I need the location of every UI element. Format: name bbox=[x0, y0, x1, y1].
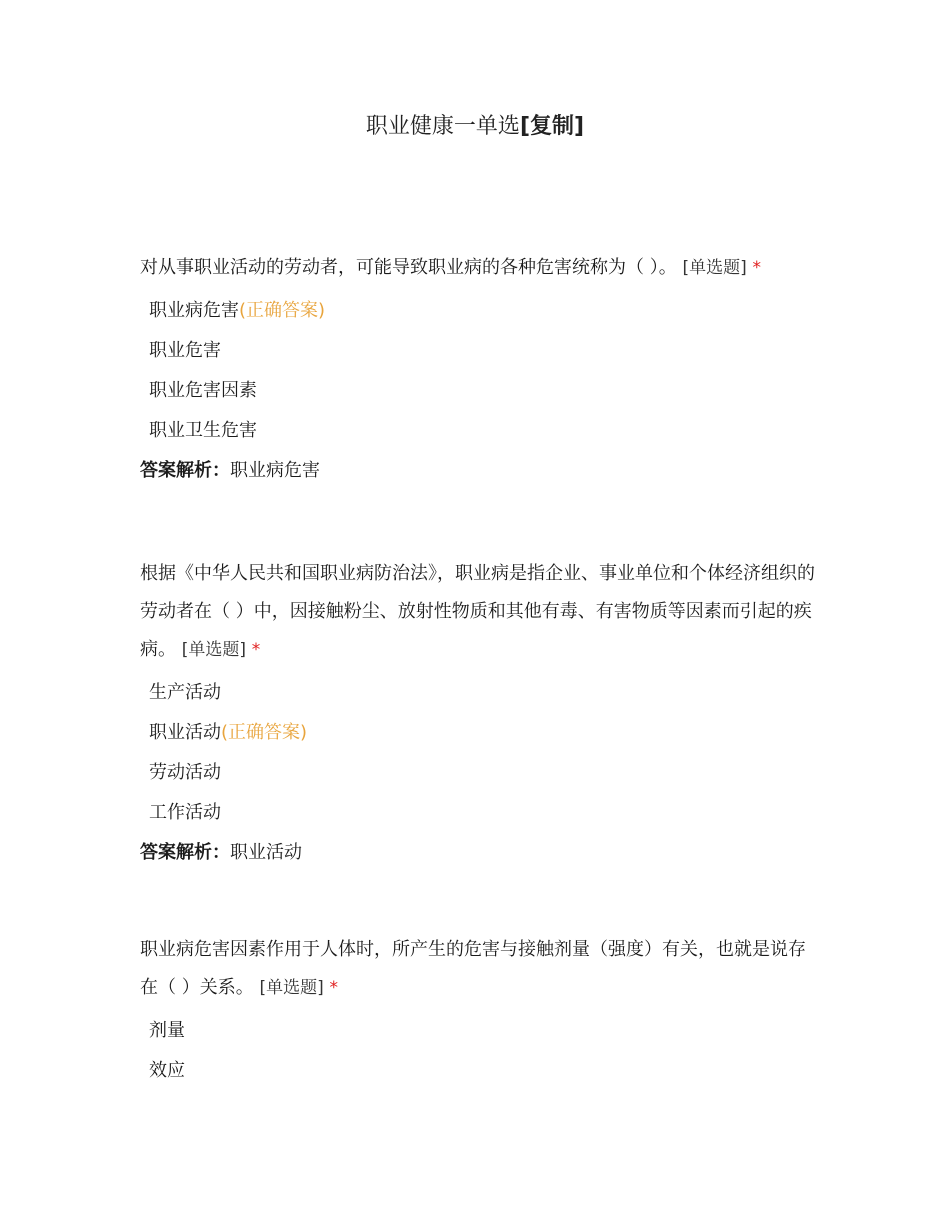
option-item[interactable] bbox=[140, 331, 820, 371]
question-type-tag: [单选题] bbox=[259, 978, 324, 998]
analysis-label: 答案解析： bbox=[140, 460, 230, 481]
option-label: 生产活动 bbox=[149, 682, 221, 703]
analysis-value: 职业活动 bbox=[230, 842, 302, 863]
title-main: 职业健康一单选 bbox=[365, 114, 520, 139]
option-label: 劳动活动 bbox=[149, 762, 221, 783]
correct-answer-mark: (正确答案) bbox=[221, 722, 308, 743]
option-item[interactable] bbox=[140, 371, 820, 411]
analysis-label: 答案解析： bbox=[140, 842, 230, 863]
answer-analysis bbox=[140, 451, 820, 491]
question-1 bbox=[140, 249, 820, 491]
option-item[interactable] bbox=[140, 411, 820, 451]
correct-answer-mark: (正确答案) bbox=[239, 300, 326, 321]
option-label: 职业危害 bbox=[149, 340, 221, 361]
option-list bbox=[140, 291, 820, 451]
option-item[interactable] bbox=[140, 753, 820, 793]
option-item[interactable] bbox=[140, 673, 820, 713]
question-type-tag: [单选题] bbox=[181, 640, 246, 660]
option-label: 职业病危害 bbox=[149, 300, 239, 321]
option-list bbox=[140, 1011, 820, 1091]
question-text bbox=[140, 931, 820, 1007]
required-mark: * bbox=[752, 258, 761, 278]
question-type-tag: [单选题] bbox=[682, 258, 747, 278]
analysis-value: 职业病危害 bbox=[230, 460, 320, 481]
option-label: 剂量 bbox=[149, 1020, 185, 1041]
option-item[interactable] bbox=[140, 793, 820, 833]
required-mark: * bbox=[329, 978, 338, 998]
question-text bbox=[140, 249, 820, 287]
option-item[interactable] bbox=[140, 1011, 820, 1051]
question-stem: 对从事职业活动的劳动者，可能导致职业病的各种危害统称为（ ）。 bbox=[140, 257, 677, 278]
question-stem: 根据《中华人民共和国职业病防治法》，职业病是指企业、事业单位和个体经济组织的劳动者在（ ）中，因接触粉尘、放射性物质和其他有毒、有害物质等因素而引起的疾病。 bbox=[140, 563, 815, 660]
question-2 bbox=[140, 555, 820, 873]
page-title bbox=[0, 112, 950, 142]
option-label: 工作活动 bbox=[149, 802, 221, 823]
option-label: 职业卫生危害 bbox=[149, 420, 257, 441]
required-mark: * bbox=[251, 640, 261, 660]
question-3 bbox=[140, 931, 820, 1091]
option-label: 职业活动 bbox=[149, 722, 221, 743]
answer-analysis bbox=[140, 833, 820, 873]
option-item[interactable] bbox=[140, 1051, 820, 1091]
option-item[interactable] bbox=[140, 291, 820, 331]
option-item[interactable] bbox=[140, 713, 820, 753]
option-label: 效应 bbox=[149, 1060, 185, 1081]
option-list bbox=[140, 673, 820, 833]
option-label: 职业危害因素 bbox=[149, 380, 257, 401]
question-stem: 职业病危害因素作用于人体时，所产生的危害与接触剂量（强度）有关，也就是说存在（ ）关系。 bbox=[140, 939, 806, 998]
title-suffix: [复制] bbox=[519, 114, 585, 139]
question-text bbox=[140, 555, 820, 669]
